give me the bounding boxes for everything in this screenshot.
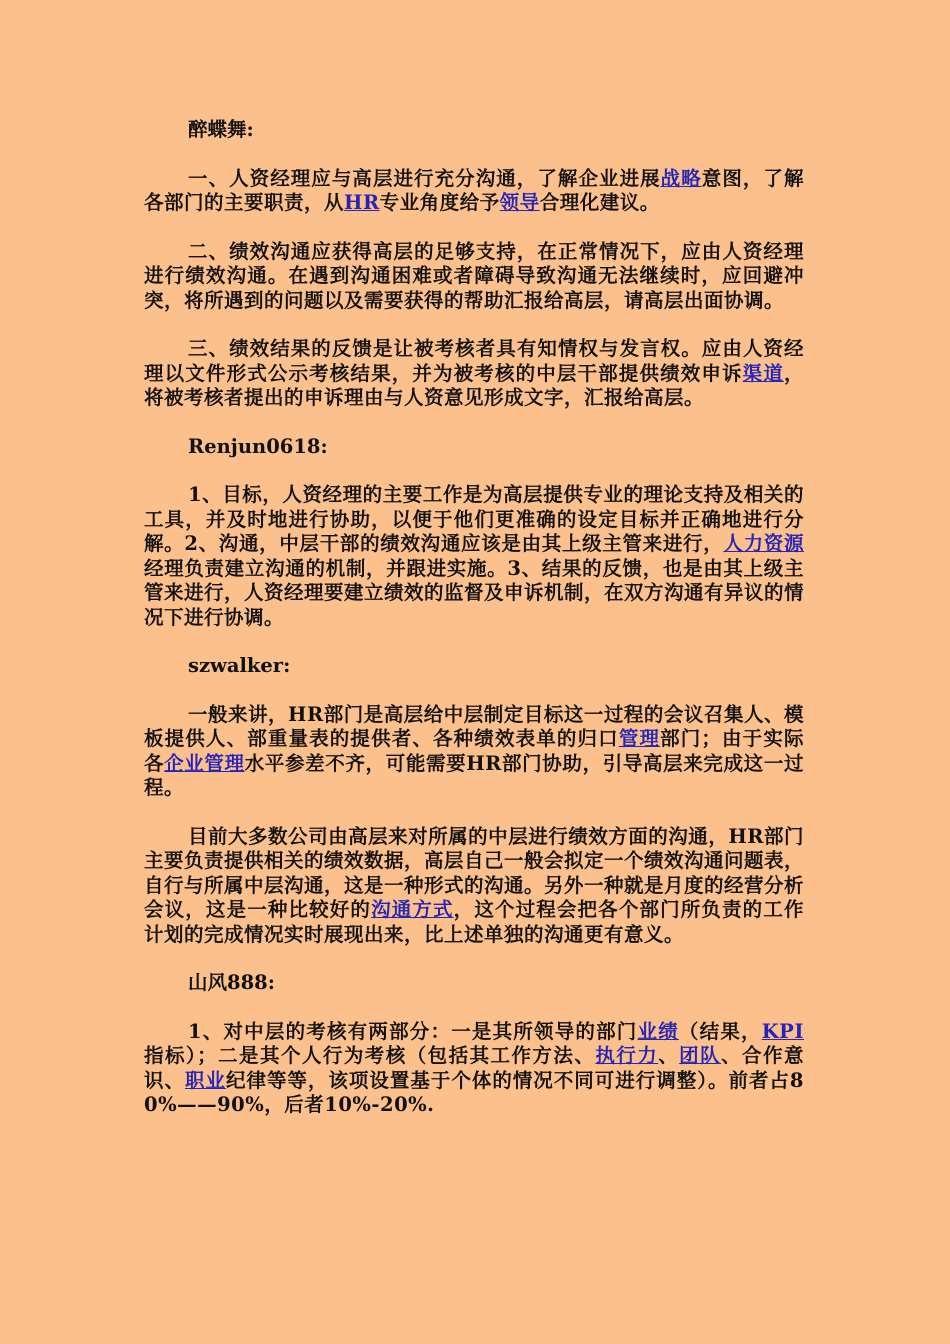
- post-author: 醉蝶舞:: [188, 118, 254, 141]
- post-paragraph: [144, 1020, 804, 1118]
- paragraph-text: 经理负责建立沟通的机制，并跟进实施。3、结果的反馈，也是由其上级主管来进行，人资经理要建立绩效的监督及申诉机制，在双方沟通有异议的情况下进行协调。: [144, 556, 805, 629]
- paragraph-text: （结果，: [678, 1019, 762, 1043]
- post-author: 山风888:: [188, 971, 275, 994]
- paragraph-text: ，这个过程会把各个部门所负责的工作计划的完成情况实时展现出来，比上述单独的沟通更有意义。: [144, 898, 804, 946]
- paragraph-text: 纪律等等，该项设置基于个体的情况不同可进行调整）。前者占80%——90%，后者10%-20%.: [144, 1068, 804, 1116]
- paragraph-text: 水平参差不齐，可能需要HR部门协助，引导高层来完成这一过程。: [144, 751, 804, 799]
- inline-link[interactable]: 管理: [618, 727, 661, 750]
- inline-link[interactable]: 人力资源: [723, 532, 804, 555]
- inline-link[interactable]: 执行力: [595, 1044, 659, 1067]
- inline-link[interactable]: 业绩: [637, 1019, 679, 1043]
- inline-link[interactable]: 团队: [679, 1044, 722, 1067]
- paragraph-text: 专业角度给予: [379, 191, 500, 214]
- paragraph-text: 部门；由于实际各: [144, 727, 804, 775]
- paragraph-text: 一、人资经理应与高层进行充分沟通，了解企业进展: [188, 166, 661, 190]
- document-body: [144, 118, 804, 1142]
- paragraph-text: 一般来讲，HR部门是高层给中层制定目标这一过程的会议召集人、模板提供人、部重量表的提供者、各种绩效表单的归口: [144, 702, 804, 750]
- inline-link[interactable]: 职业: [184, 1068, 226, 1092]
- paragraph-text: 三、绩效结果的反馈是让被考核者具有知情权与发言权。应由人资经理以文件形式公示考核结果，并为被考核的中层干部提供绩效申诉: [144, 337, 804, 385]
- post-author: Renjun0618:: [188, 434, 328, 458]
- post-paragraph: [144, 703, 804, 801]
- paragraph-text: 1、对中层的考核有两部分：一是其所领导的部门: [188, 1019, 638, 1043]
- paragraph-text: 二、绩效沟通应获得高层的足够支持，在正常情况下，应由人资经理进行绩效沟通。在遇到沟通困难或者障碍导致沟通无法继续时，应回避冲突，将所遇到的问题以及需要获得的帮助汇报给高层，请高层出面协调。: [144, 239, 804, 312]
- inline-link[interactable]: 战略: [660, 166, 702, 190]
- inline-link[interactable]: 领导: [499, 191, 540, 214]
- post-paragraph: [144, 167, 804, 216]
- post-paragraph: [144, 483, 804, 630]
- post-author: szwalker:: [188, 654, 291, 677]
- paragraph-text: 目前大多数公司由高层来对所属的中层进行绩效方面的沟通，HR部门主要负责提供相关的绩效数据，高层自己一般会拟定一个绩效沟通问题表，自行与所属中层沟通，这是一种形式的沟通。另外一种就是月度的经营分析会议，这是一种比较好的: [144, 824, 805, 921]
- inline-link[interactable]: 沟通方式: [371, 898, 454, 921]
- inline-link[interactable]: 企业管理: [164, 751, 245, 775]
- post-paragraph: [144, 337, 804, 411]
- inline-link[interactable]: KPI: [761, 1019, 804, 1043]
- post-paragraph: [144, 240, 804, 314]
- paragraph-text: 、合作意识、: [144, 1044, 804, 1092]
- paragraph-text: ，将被考核者提出的申诉理由与人资意见形成文字，汇报给高层。: [144, 361, 804, 409]
- inline-link[interactable]: 渠道: [742, 361, 784, 385]
- paragraph-text: 、: [658, 1044, 680, 1067]
- paragraph-text: 意图，了解各部门的主要职责，从: [144, 166, 804, 214]
- paragraph-text: 合理化建议。: [539, 191, 660, 214]
- post-paragraph: [144, 825, 804, 948]
- paragraph-text: 1、目标，人资经理的主要工作是为高层提供专业的理论支持及相关的工具，并及时地进行协助，以便于他们更准确的设定目标并正确地进行分解。2、沟通，中层干部的绩效沟通应该是由其上级主管来进行，: [144, 483, 804, 555]
- paragraph-text: 指标）；二是其个人行为考核（包括其工作方法、: [144, 1044, 596, 1067]
- inline-link[interactable]: HR: [344, 191, 380, 214]
